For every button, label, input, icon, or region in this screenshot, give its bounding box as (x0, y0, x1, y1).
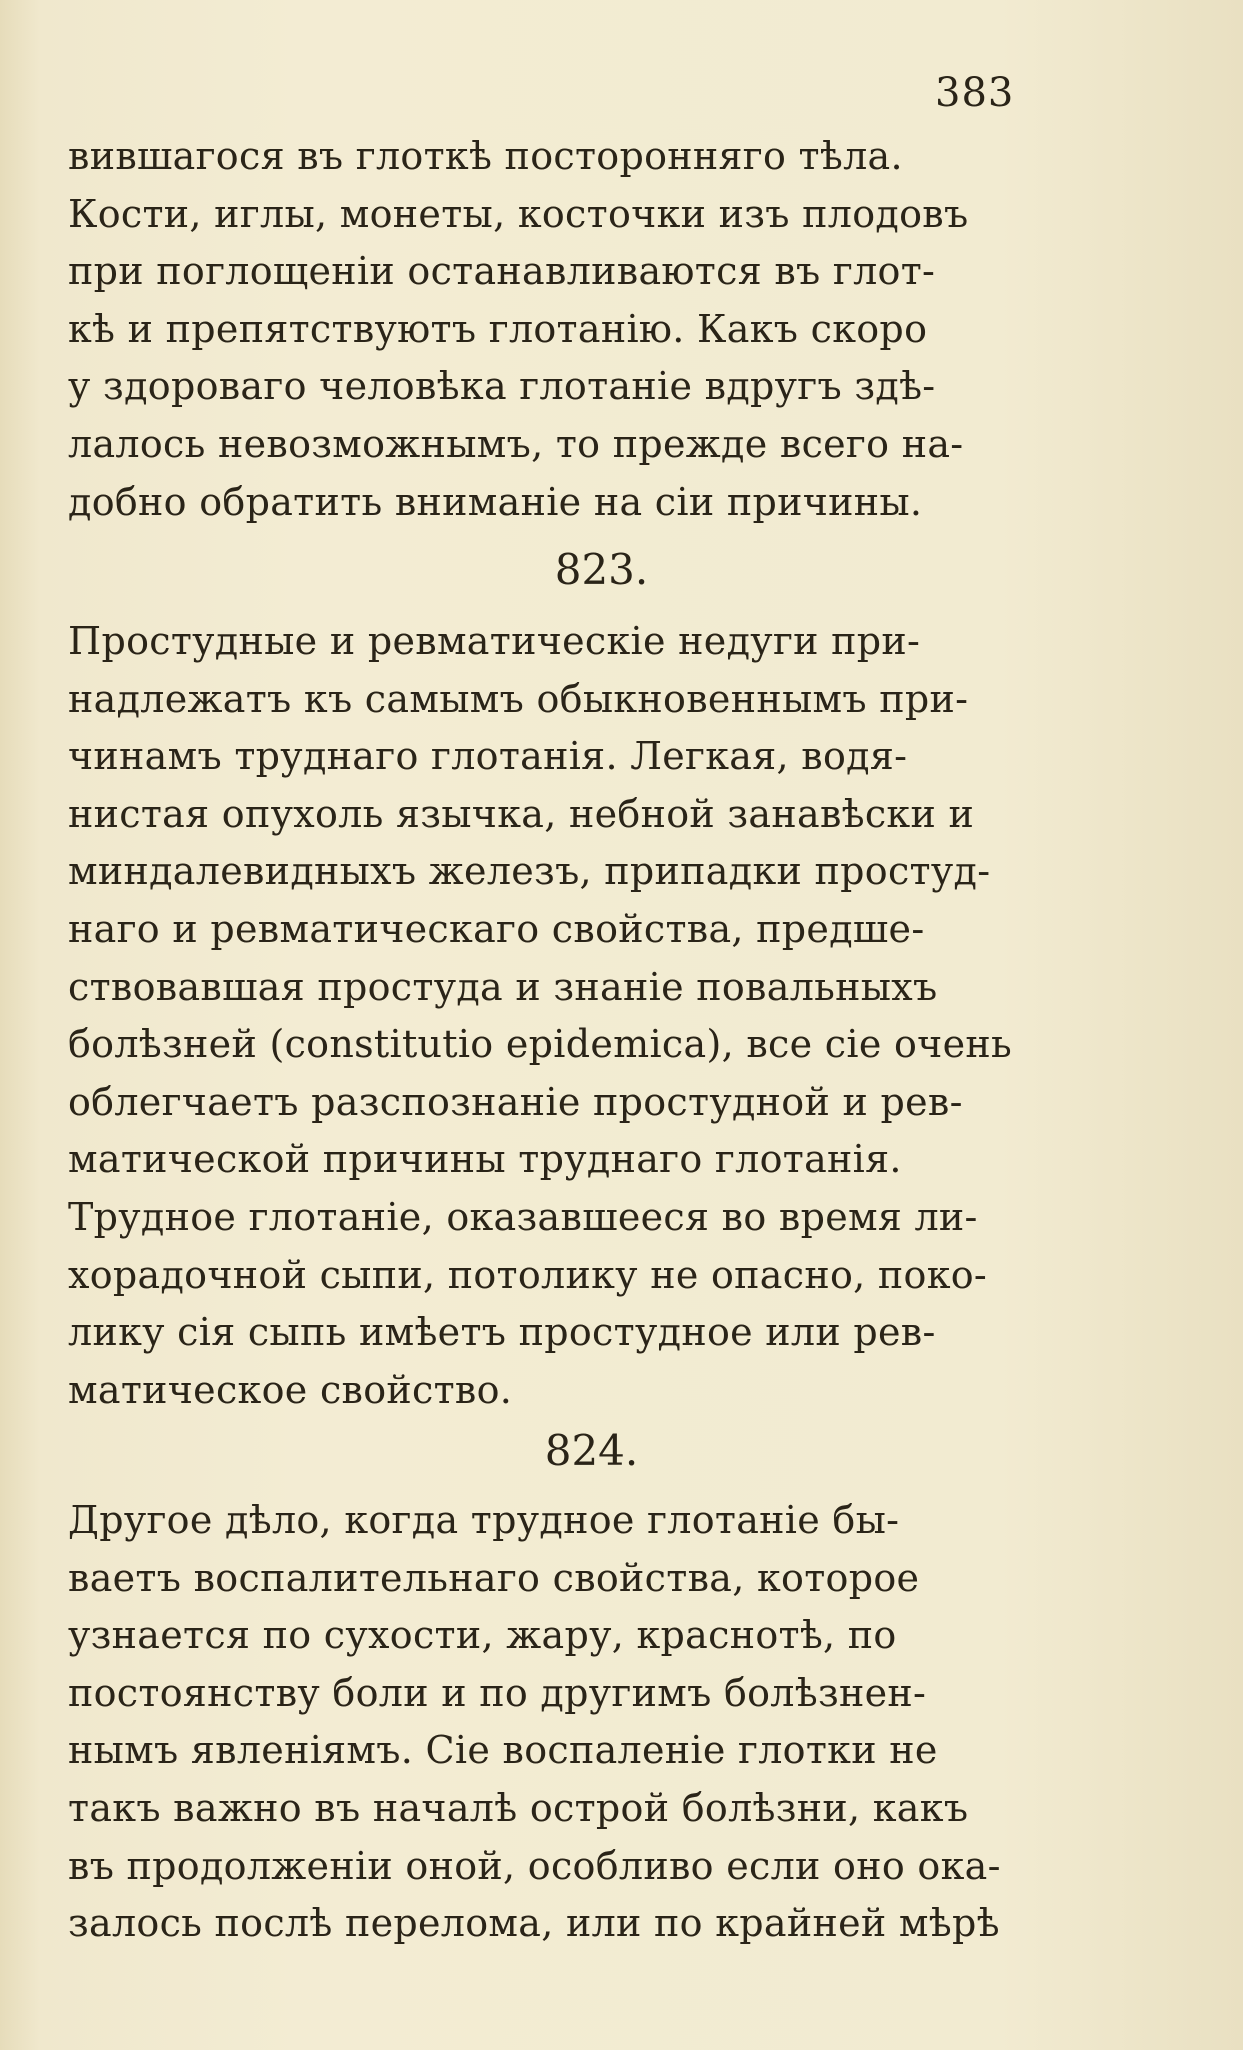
paragraph-824 (68, 1492, 1068, 1953)
section-number-824: 824. (544, 1426, 639, 1475)
text-line: облегчаетъ разспознаніе простудной и рев- (68, 1079, 963, 1124)
section-number-823: 823. (554, 545, 649, 594)
text-line: узнается по сухости, жару, краснотѣ, по (68, 1613, 897, 1658)
text-line: вившагося въ глоткѣ посторонняго тѣла. (68, 134, 903, 178)
text-line: такъ важно въ началѣ острой болѣзни, какъ (68, 1785, 969, 1830)
text-line: болѣзней (constitutio epidemica), все сіе очень (68, 1022, 1013, 1067)
text-line: наго и ревматическаго свойства, предше- (68, 906, 925, 951)
text-line: въ продолженіи оной, особливо если оно ока- (68, 1843, 1001, 1888)
text-line: Кости, иглы, монеты, косточки изъ плодовъ (68, 191, 969, 236)
text-line: при поглощеніи останавливаются въ глот- (68, 249, 936, 294)
text-line: залось послѣ перелома, или по крайней мѣрѣ (68, 1901, 1000, 1946)
text-line: нистая опухоль язычка, небной занавѣски и (68, 791, 975, 836)
text-line: лику сія сыпь имѣетъ простудное или рев- (68, 1310, 936, 1355)
text-line: добно обратить вниманіе на сіи причины. (68, 479, 923, 524)
text-line: надлежатъ къ самымъ обыкновеннымъ при- (68, 676, 969, 721)
text-line: у здороваго человѣка глотаніе вдругъ здѣ- (68, 364, 936, 409)
text-line: ствовавшая простуда и знаніе повальныхъ (68, 964, 938, 1009)
text-line: нымъ явленіямъ. Сіе воспаленіе глотки не (68, 1728, 938, 1773)
text-line: кѣ и препятствуютъ глотанію. Какъ скоро (68, 306, 928, 351)
text-line: чинамъ труднаго глотанія. Легкая, водя- (68, 734, 908, 779)
text-line: ваетъ воспалительнаго свойства, которое (68, 1555, 920, 1600)
text-line: Другое дѣло, когда трудное глотаніе бы- (68, 1498, 900, 1542)
text-line: матическое свойство. (68, 1367, 513, 1412)
text-line: матической причины труднаго глотанія. (68, 1137, 902, 1182)
page-number: 383 (935, 70, 1015, 116)
text-line: Трудное глотаніе, оказавшееся во время ли- (68, 1194, 978, 1239)
text-line: постоянству боли и по другимъ болѣзнен- (68, 1670, 927, 1715)
paragraph-823 (68, 613, 1068, 1419)
text-line: миндалевидныхъ железъ, припадки простуд- (68, 849, 991, 894)
text-line: хорадочной сыпи, потолику не опасно, поко- (68, 1252, 988, 1297)
text-line: лалось невозможнымъ, то прежде всего на- (68, 421, 964, 466)
paragraph-continued (68, 128, 1068, 531)
text-line: Простудные и ревматическіе недуги при- (68, 619, 921, 663)
